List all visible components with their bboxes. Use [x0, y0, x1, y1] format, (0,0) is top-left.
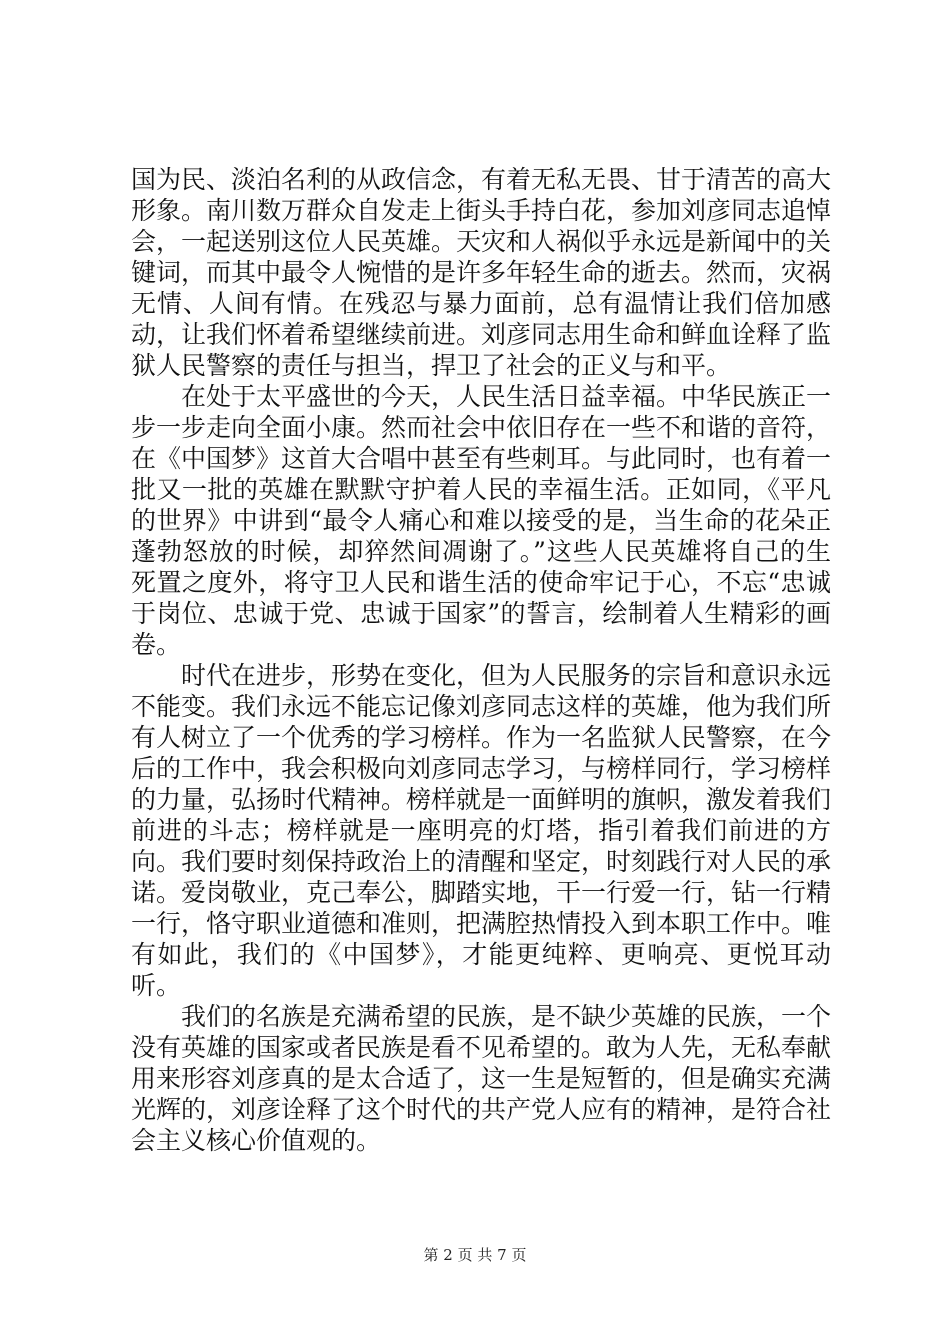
body-text	[131, 164, 831, 1156]
paragraph-1: 国为民、淡泊名利的从政信念，有着无私无畏、甘于清苦的高大形象。南川数万群众自发走上街头手持白花，参加刘彦同志追悼会，一起送别这位人民英雄。天灾和人祸似乎永远是新闻中的关键词，而其中最令人惋惜的是许多年轻生命的逝去。然而，灾祸无情、人间有情。在残忍与暴力面前，总有温情让我们倍加感动，让我们怀着希望继续前进。刘彦同志用生命和鲜血诠释了监狱人民警察的责任与担当，捍卫了社会的正义与和平。	[131, 165, 832, 380]
page-number-label: 第 2 页 共 7 页	[423, 1246, 527, 1264]
paragraph-2: 在处于太平盛世的今天，人民生活日益幸福。中华民族正一步一步走向全面小康。然而社会中依旧存在一些不和谐的音符，在《中国梦》这首大合唱中甚至有些刺耳。与此同时，也有着一批又一批的英雄在默默守护着人民的幸福生活。正如同，《平凡的世界》中讲到“最令人痛心和难以接受的是，当生命的花朵正蓬勃怒放的时候，却猝然间凋谢了。”这些人民英雄将自己的生死置之度外，将守卫人民和谐生活的使命牢记于心，不忘“忠诚于岗位、忠诚于党、忠诚于国家”的誓言，绘制着人生精彩的画卷。	[131, 382, 832, 659]
paragraph-4: 我们的名族是充满希望的民族，是不缺少英雄的民族，一个没有英雄的国家或者民族是看不见希望的。敢为人先，无私奉献用来形容刘彦真的是太合适了，这一生是短暂的，但是确实充满光辉的，刘彦诠释了这个时代的共产党人应有的精神，是符合社会主义核心价值观的。	[131, 1002, 832, 1155]
page-footer	[0, 1244, 950, 1265]
paragraph-3: 时代在进步，形势在变化，但为人民服务的宗旨和意识永远不能变。我们永远不能忘记像刘彦同志这样的英雄，他为我们所有人树立了一个优秀的学习榜样。作为一名监狱人民警察，在今后的工作中，我会积极向刘彦同志学习，与榜样同行，学习榜样的力量，弘扬时代精神。榜样就是一面鲜明的旗帜，激发着我们前进的斗志；榜样就是一座明亮的灯塔，指引着我们前进的方向。我们要时刻保持政治上的清醒和坚定，时刻践行对人民的承诺。爱岗敬业，克己奉公，脚踏实地，干一行爱一行，钻一行精一行，恪守职业道德和准则，把满腔热情投入到本职工作中。唯有如此，我们的《中国梦》，才能更纯粹、更响亮、更悦耳动听。	[131, 661, 832, 1000]
